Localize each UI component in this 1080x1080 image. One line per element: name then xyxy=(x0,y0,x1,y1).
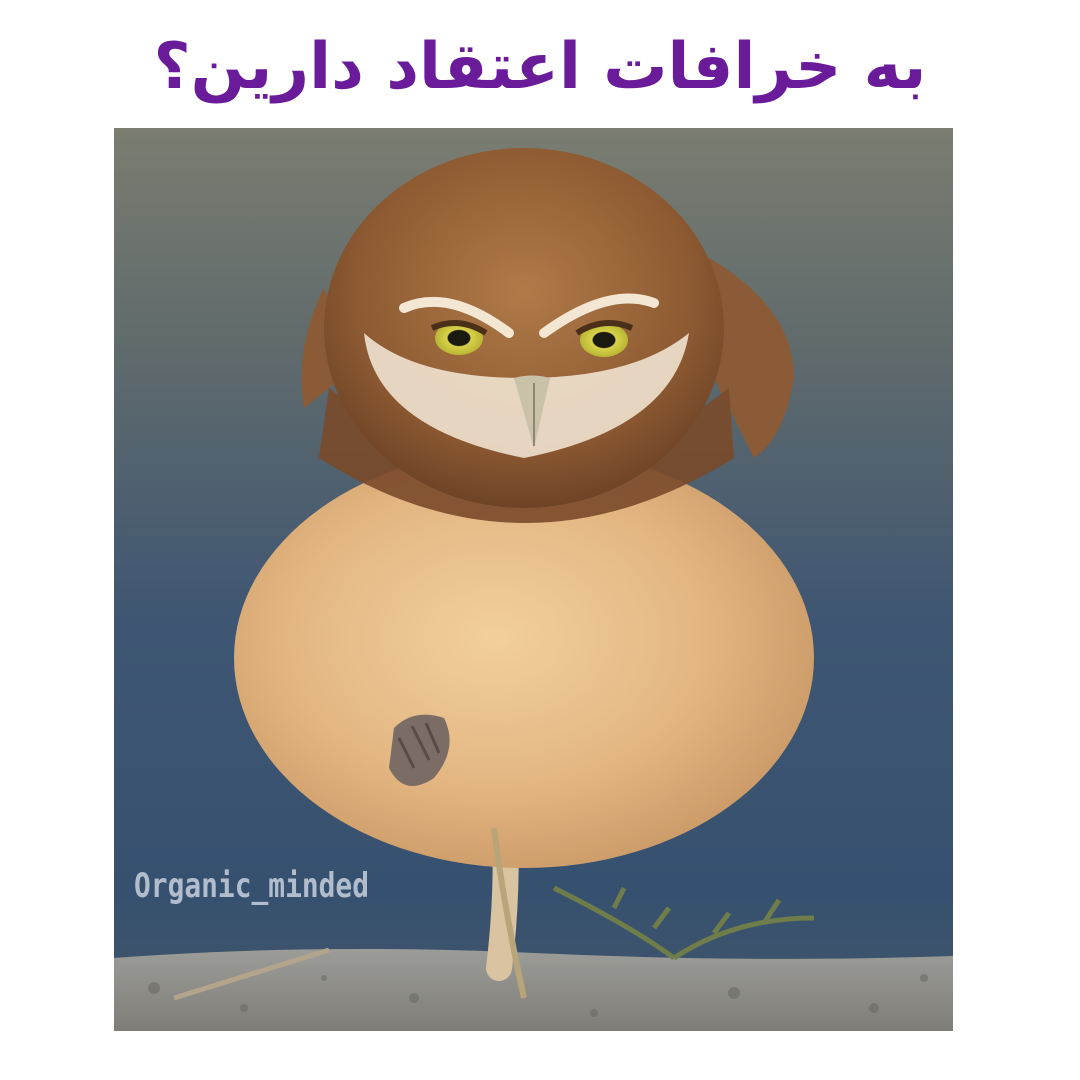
ground xyxy=(114,949,953,1031)
owl-photo xyxy=(114,128,953,1031)
post-caption: به خرافات اعتقاد دارین؟ xyxy=(153,30,927,104)
watermark-text: Organic_minded xyxy=(134,866,369,906)
